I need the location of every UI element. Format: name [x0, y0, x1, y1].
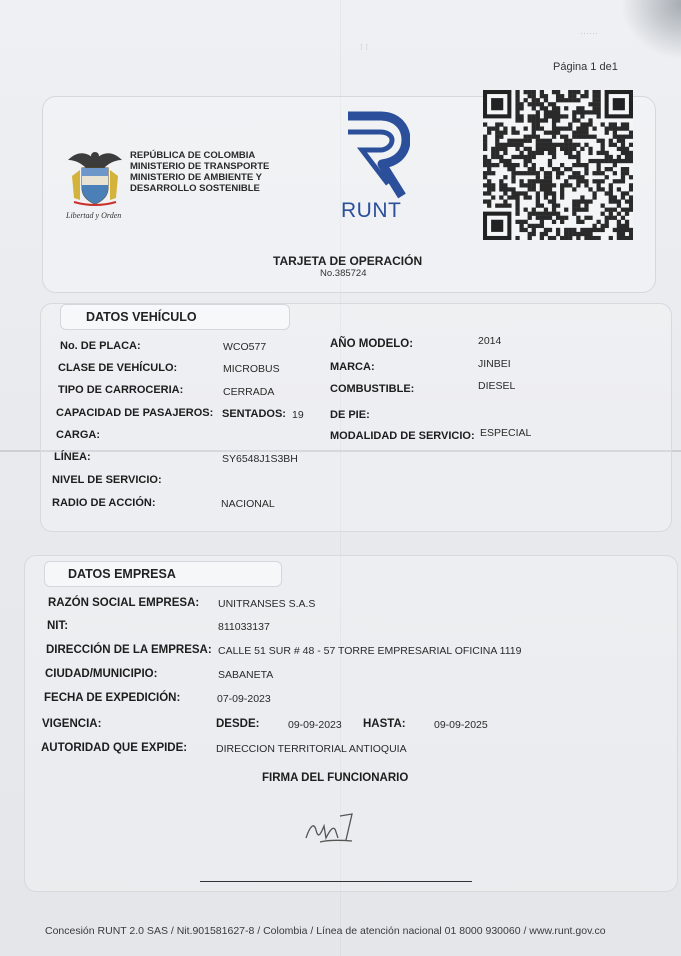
standing-label: DE PIE:: [330, 409, 370, 421]
plate-value: WCO577: [223, 341, 267, 353]
capacity-label: CAPACIDAD DE PASAJEROS:: [56, 407, 214, 419]
service-mode-label: MODALIDAD DE SERVICIO:: [330, 430, 475, 442]
validity-from-value: 09-09-2023: [288, 719, 342, 731]
cargo-label: CARGA:: [56, 429, 100, 441]
issuer-line: REPÚBLICA DE COLOMBIA: [130, 150, 256, 161]
faded-stamp: ⋯⋯: [580, 28, 598, 38]
city-value: SABANETA: [218, 669, 274, 681]
class-value: MICROBUS: [223, 363, 280, 375]
body-value: CERRADA: [223, 386, 275, 398]
nit-label: NIT:: [47, 620, 69, 632]
colombia-coat-of-arms-icon: [64, 146, 126, 208]
document-title: TARJETA DE OPERACIÓN: [273, 254, 423, 268]
seated-value: 19: [292, 409, 304, 421]
brand-value: JINBEI: [478, 358, 511, 370]
seated-label: SENTADOS:: [222, 408, 286, 420]
issuer-line: MINISTERIO DE TRANSPORTE: [130, 161, 270, 172]
vehicle-section-title: DATOS VEHÍCULO: [86, 310, 197, 324]
authority-value: DIRECCION TERRITORIAL ANTIOQUIA: [216, 743, 407, 755]
issuer-line: DESARROLLO SOSTENIBLE: [130, 183, 260, 194]
issue-date-label: FECHA DE EXPEDICIÓN:: [44, 692, 181, 704]
service-mode-value: ESPECIAL: [480, 427, 532, 439]
plate-label: No. DE PLACA:: [60, 340, 141, 352]
runt-logo-icon: [340, 110, 410, 200]
address-value: CALLE 51 SUR # 48 - 57 TORRE EMPRESARIAL OFICINA 1119: [218, 645, 522, 657]
address-label: DIRECCIÓN DE LA EMPRESA:: [46, 644, 212, 656]
range-value: NACIONAL: [221, 498, 275, 510]
service-level-label: NIVEL DE SERVICIO:: [52, 474, 162, 486]
validity-to-value: 09-09-2025: [434, 719, 488, 731]
line-value: SY6548J1S3BH: [222, 453, 298, 465]
page-indicator: Página 1 de1: [553, 61, 618, 73]
motto: Libertad y Orden: [66, 211, 122, 220]
range-label: RADIO DE ACCIÓN:: [52, 497, 156, 509]
company-name-value: UNITRANSES S.A.S: [218, 598, 316, 610]
authority-label: AUTORIDAD QUE EXPIDE:: [41, 742, 188, 754]
line-label: LÍNEA:: [54, 451, 91, 463]
company-section-title: DATOS EMPRESA: [68, 567, 176, 581]
model-year-value: 2014: [478, 335, 502, 347]
validity-from-label: DESDE:: [216, 718, 260, 730]
class-label: CLASE DE VEHÍCULO:: [58, 362, 178, 374]
body-label: TIPO DE CARROCERIA:: [58, 384, 184, 396]
qr-code-icon: [483, 90, 633, 240]
corner-shadow: [621, 0, 681, 60]
company-section-header: [44, 561, 282, 587]
vehicle-section-header: [60, 304, 290, 330]
company-name-label: RAZÓN SOCIAL EMPRESA:: [48, 597, 200, 609]
issuer-line: MINISTERIO DE AMBIENTE Y: [130, 172, 262, 183]
validity-to-label: HASTA:: [363, 718, 406, 730]
validity-label: VIGENCIA:: [42, 718, 102, 730]
brand-label: MARCA:: [330, 361, 375, 373]
issue-date-value: 07-09-2023: [217, 693, 271, 705]
model-year-label: AÑO MODELO:: [330, 338, 414, 350]
fuel-value: DIESEL: [478, 380, 516, 392]
nit-value: 811033137: [218, 621, 270, 633]
fuel-label: COMBUSTIBLE:: [330, 383, 415, 395]
runt-logo-text: RUNT: [341, 199, 402, 222]
faded-stamp: ⁝ ⁝: [360, 42, 369, 52]
issuer-block: [130, 150, 269, 194]
signature-label: FIRMA DEL FUNCIONARIO: [262, 772, 409, 784]
document-number: No.385724: [320, 268, 367, 279]
city-label: CIUDAD/MUNICIPIO:: [45, 668, 158, 680]
official-signature-icon: [300, 808, 360, 848]
signature-line: [200, 881, 472, 882]
footer-text: Concesión RUNT 2.0 SAS / Nit.901581627-8 / Colombia / Línea de atención nacional 01 8000 930060 / www.runt.gov.co: [45, 925, 606, 937]
